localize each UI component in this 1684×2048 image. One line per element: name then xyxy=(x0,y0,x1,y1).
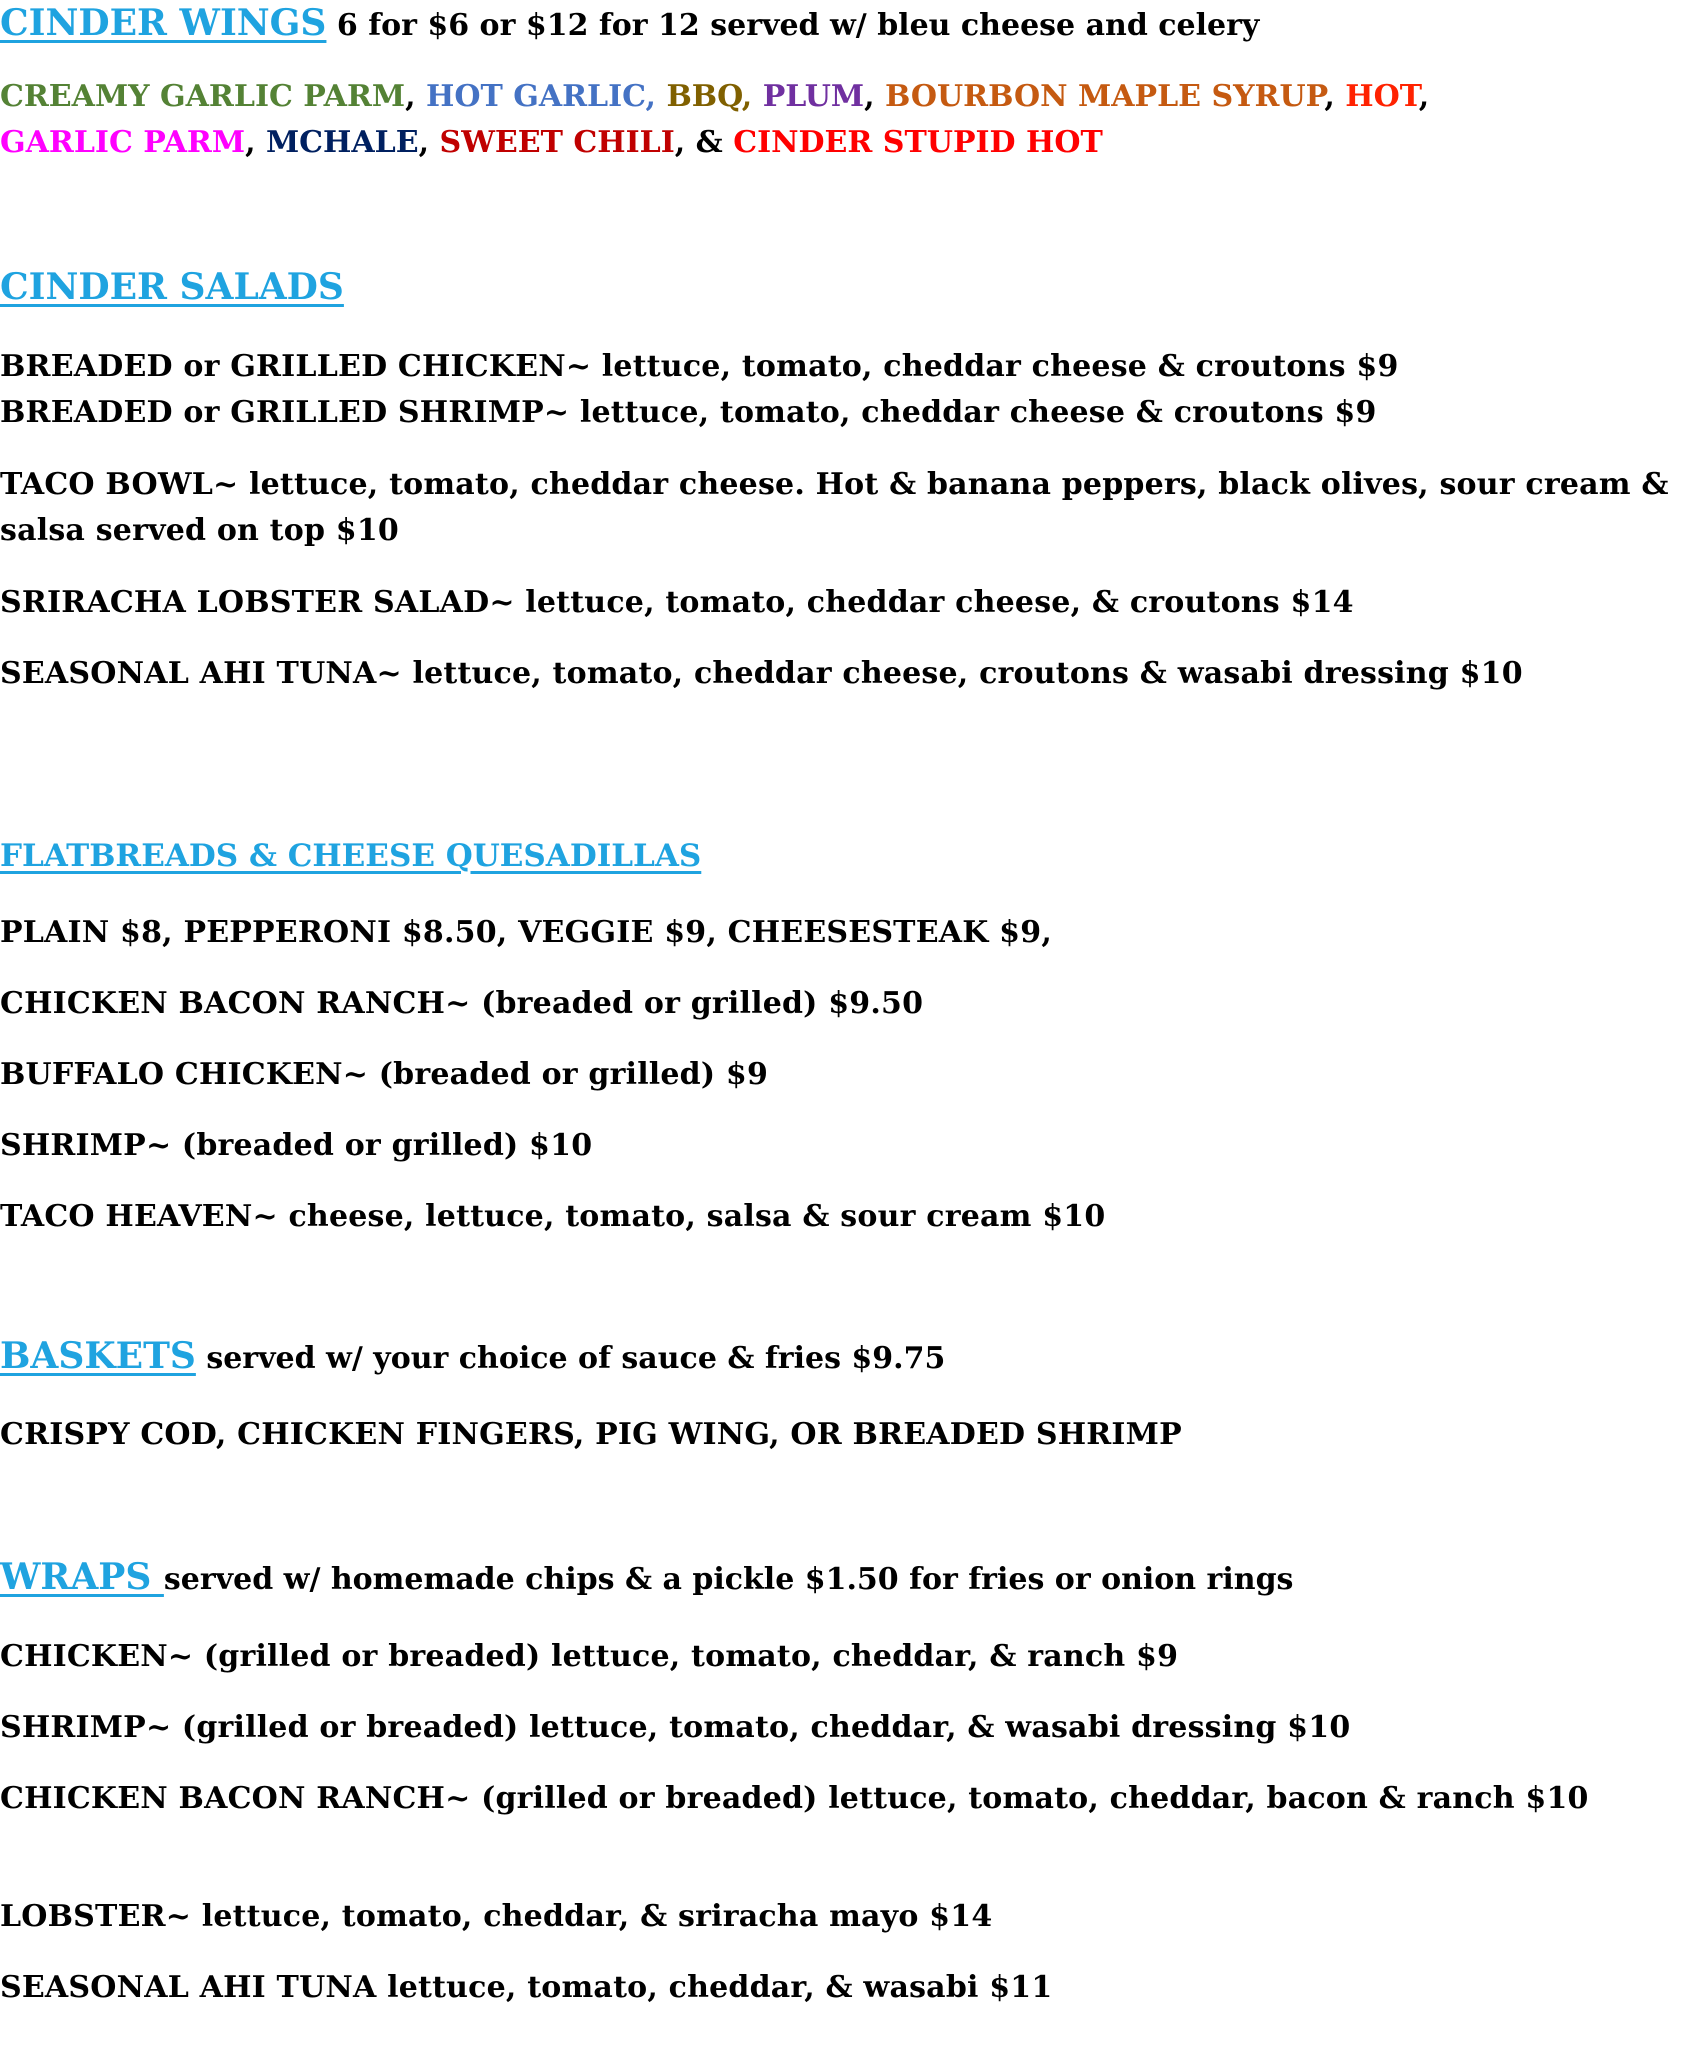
flavor-separator: , xyxy=(1418,79,1430,114)
flatbread-item: PLAIN $8, PEPPERONI $8.50, VEGGIE $9, CHEESESTEAK $9, xyxy=(0,915,1052,950)
wrap-item: LOBSTER~ lettuce, tomato, cheddar, & sriracha mayo $14 xyxy=(0,1899,993,1934)
wings-flavors-line-1 xyxy=(0,74,1429,120)
flavor-bbq: BBQ, xyxy=(666,79,753,114)
wrap-item: SHRIMP~ (grilled or breaded) lettuce, tomato, cheddar, & wasabi dressing $10 xyxy=(0,1710,1351,1745)
flavor-cinder-stupid-hot: CINDER STUPID HOT xyxy=(733,125,1103,160)
salad-item: TACO BOWL~ lettuce, tomato, cheddar cheese. Hot & banana peppers, black olives, sour cream & salsa served on top $10 xyxy=(0,467,1669,548)
flavor-separator: , xyxy=(245,125,266,160)
flatbread-item: TACO HEAVEN~ cheese, lettuce, tomato, salsa & sour cream $10 xyxy=(0,1199,1106,1234)
flavor-plum: PLUM xyxy=(762,79,865,114)
flatbread-item: SHRIMP~ (breaded or grilled) $10 xyxy=(0,1128,593,1163)
wings-note: 6 for $6 or $12 for 12 served w/ bleu cheese and celery xyxy=(326,8,1260,43)
flavor-bourbon-maple-syrup: BOURBON MAPLE SYRUP xyxy=(884,79,1325,114)
flatbread-item: BUFFALO CHICKEN~ (breaded or grilled) $9 xyxy=(0,1057,769,1092)
flavor-separator: , xyxy=(1324,79,1346,114)
basket-item: CRISPY COD, CHICKEN FINGERS, PIG WING, OR BREADED SHRIMP xyxy=(0,1417,1182,1452)
flatbreads-heading: FLATBREADS & CHEESE QUESADILLAS xyxy=(0,838,702,874)
salad-item: BREADED or GRILLED SHRIMP~ lettuce, tomato, cheddar cheese & croutons $9 xyxy=(0,395,1377,430)
salads-heading: CINDER SALADS xyxy=(0,266,344,308)
baskets-note: served w/ your choice of sauce & fries $9.75 xyxy=(195,1341,946,1376)
flavor-mchale: MCHALE xyxy=(265,125,419,160)
flavor-hot: HOT xyxy=(1345,79,1419,114)
flavor-separator xyxy=(752,79,762,114)
wrap-item: SEASONAL AHI TUNA lettuce, tomato, cheddar, & wasabi $11 xyxy=(0,1970,1053,2005)
wings-heading: CINDER WINGS xyxy=(0,2,327,44)
salads-heading-line xyxy=(0,266,344,308)
wrap-item: CHICKEN~ (grilled or breaded) lettuce, tomato, cheddar, & ranch $9 xyxy=(0,1639,1179,1674)
flavor-sweet-chili: SWEET CHILI xyxy=(439,125,675,160)
baskets-heading-line xyxy=(0,1335,945,1377)
flavor-separator: , xyxy=(418,125,440,160)
flatbread-item: CHICKEN BACON RANCH~ (breaded or grilled) $9.50 xyxy=(0,986,924,1021)
baskets-heading: BASKETS xyxy=(0,1335,196,1377)
flavor-separator xyxy=(656,79,666,114)
wings-flavors-line-2 xyxy=(0,120,1103,166)
wrap-item: CHICKEN BACON RANCH~ (grilled or breaded) lettuce, tomato, cheddar, bacon & ranch $10 xyxy=(0,1781,1589,1816)
flavor-separator: , xyxy=(864,79,885,114)
wraps-heading: WRAPS xyxy=(0,1556,164,1598)
flavor-separator: , & xyxy=(674,125,734,160)
salad-item: SRIRACHA LOBSTER SALAD~ lettuce, tomato, cheddar cheese, & croutons $14 xyxy=(0,585,1354,620)
flavor-garlic-parm: GARLIC PARM xyxy=(0,125,246,160)
salad-item: BREADED or GRILLED CHICKEN~ lettuce, tomato, cheddar cheese & croutons $9 xyxy=(0,349,1399,384)
flatbreads-heading-line xyxy=(0,838,701,874)
flavor-hot-garlic: HOT GARLIC, xyxy=(425,79,656,114)
flavor-creamy-garlic-parm: CREAMY GARLIC PARM xyxy=(0,79,406,114)
wraps-note: served w/ homemade chips & a pickle $1.50 for fries or onion rings xyxy=(163,1562,1294,1597)
salad-item: SEASONAL AHI TUNA~ lettuce, tomato, cheddar cheese, croutons & wasabi dressing $10 xyxy=(0,656,1523,691)
flavor-separator: , xyxy=(405,79,426,114)
wings-heading-line xyxy=(0,2,1259,44)
wraps-heading-line xyxy=(0,1556,1293,1598)
